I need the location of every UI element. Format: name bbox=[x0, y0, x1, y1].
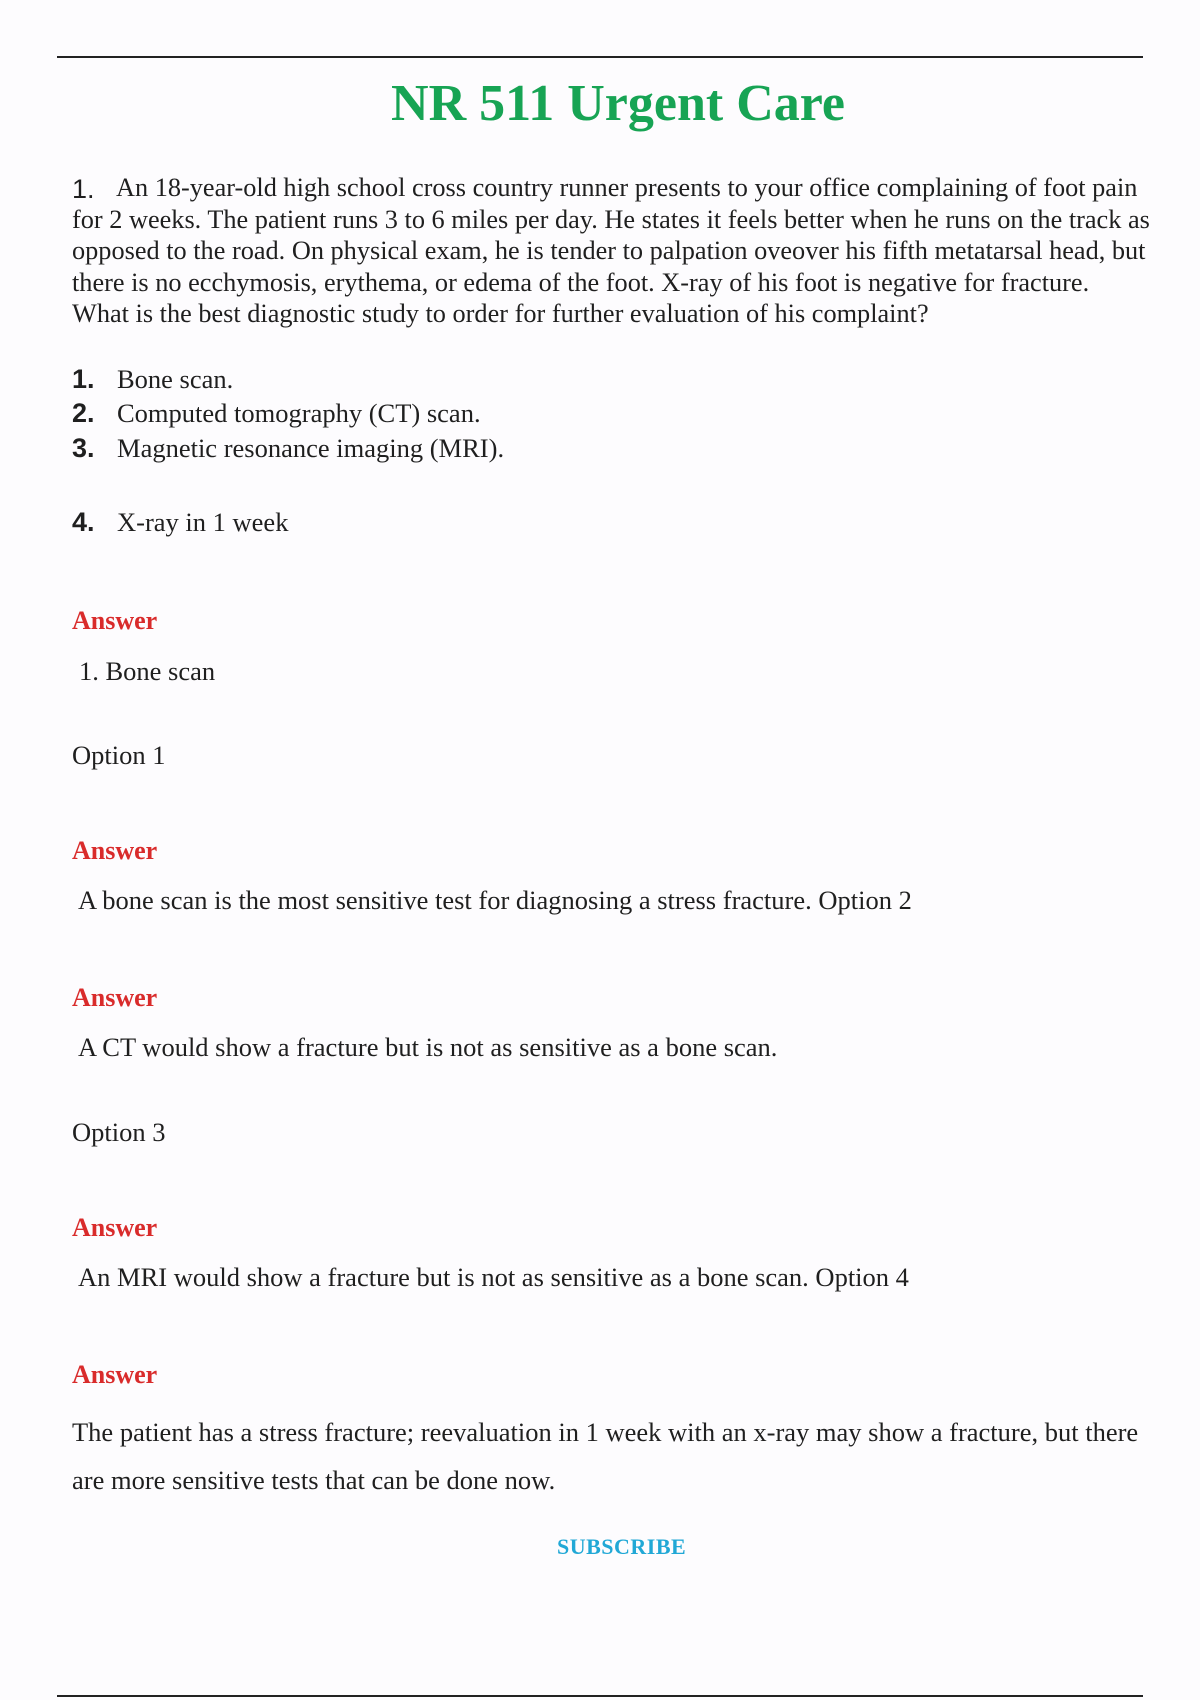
answer-explanation: An MRI would show a fracture but is not as sensitive as a bone scan. Option 4 bbox=[78, 1262, 909, 1292]
answer-explanation: The patient has a stress fracture; reevaluation in 1 week with an x-ray may show a fracture, but there are more sensitive tests that can be done now. bbox=[72, 1417, 1139, 1495]
question-text: An 18-year-old high school cross country runner presents to your office complaining of foot pain for 2 weeks. The patient runs 3 to 6 miles per day. He states it feels better when he runs on the track as opposed to the road. On physical exam, he is tender to palpation oveover his fifth metatarsal head, but there is no ecchymosis, erythema, or edema of the foot. X-ray of his foot is negative for fracture. What is the best diagnostic study to order for further evaluation of his complaint? bbox=[72, 173, 1150, 328]
correct-answer: 1. Bone scan bbox=[79, 656, 216, 686]
answer-label: Answer bbox=[72, 1213, 158, 1242]
answer-label: Answer bbox=[72, 983, 158, 1012]
option-number: 4. bbox=[72, 507, 95, 537]
document-title: NR 511 Urgent Care bbox=[391, 75, 845, 132]
option-number: 1. bbox=[72, 364, 95, 394]
option-text: Computed tomography (CT) scan. bbox=[117, 398, 481, 428]
answer-label: Answer bbox=[72, 1360, 158, 1389]
answer-label: Answer bbox=[72, 606, 158, 635]
option-heading: Option 3 bbox=[72, 1117, 166, 1147]
option-text: Bone scan. bbox=[117, 364, 234, 394]
answer-explanation: A CT would show a fracture but is not as sensitive as a bone scan. bbox=[78, 1032, 778, 1062]
top-divider bbox=[57, 56, 1143, 58]
option-number: 2. bbox=[72, 398, 95, 428]
subscribe-link[interactable]: SUBSCRIBE bbox=[557, 1534, 687, 1559]
question-number: 1. bbox=[72, 174, 95, 204]
option-text: Magnetic resonance imaging (MRI). bbox=[117, 433, 505, 463]
option-number: 3. bbox=[72, 433, 95, 463]
option-text: X-ray in 1 week bbox=[117, 507, 289, 537]
answer-label: Answer bbox=[72, 836, 158, 865]
option-heading: Option 1 bbox=[72, 740, 166, 770]
answer-explanation: A bone scan is the most sensitive test for diagnosing a stress fracture. Option 2 bbox=[78, 885, 912, 915]
bottom-divider bbox=[57, 1695, 1143, 1697]
